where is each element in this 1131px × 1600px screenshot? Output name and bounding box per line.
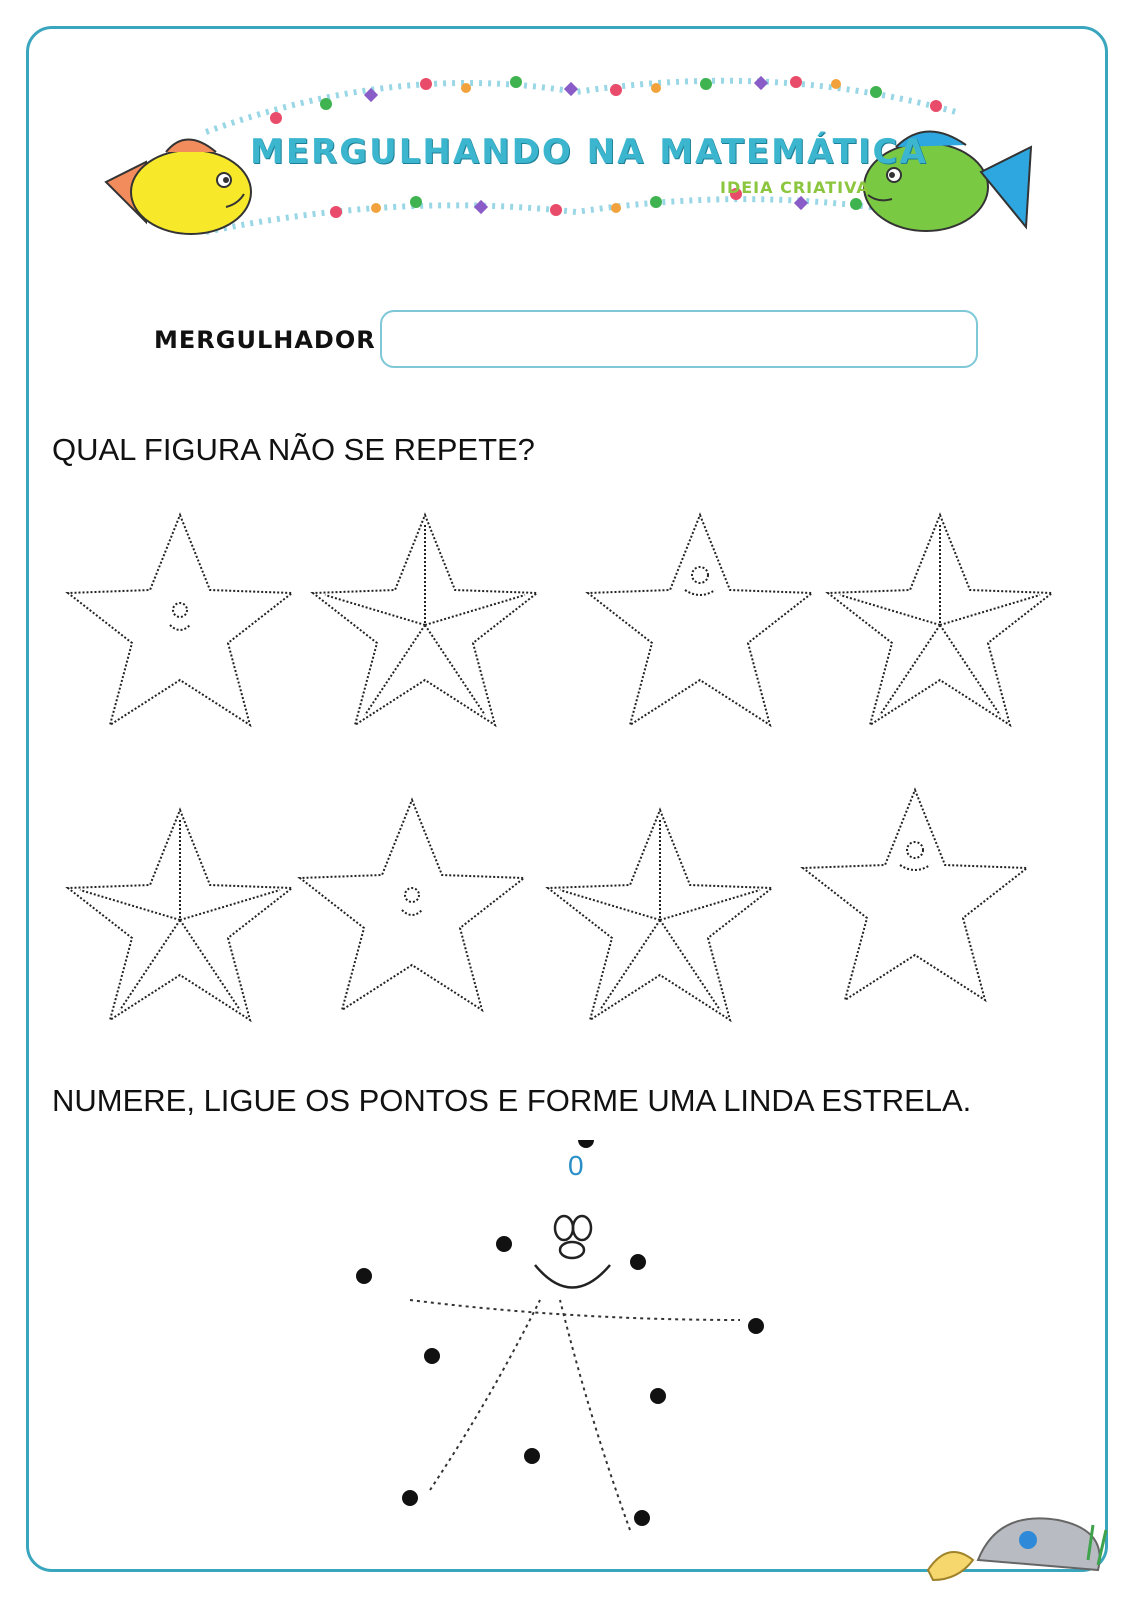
starfish-figure-7[interactable]: [548, 810, 772, 1020]
connect-dot[interactable]: [402, 1490, 418, 1506]
worksheet-subtitle: IDEIA CRIATIVA: [720, 178, 870, 197]
starfish-figure-4[interactable]: [828, 515, 1052, 725]
connect-dot[interactable]: [578, 1140, 594, 1148]
connect-dot[interactable]: [748, 1318, 764, 1334]
starfish-figure-3[interactable]: [588, 515, 812, 725]
connect-dot[interactable]: [630, 1254, 646, 1270]
connect-dot[interactable]: [424, 1348, 440, 1364]
dot-to-dot-star: [340, 1140, 800, 1570]
starfish-figure-2[interactable]: [313, 515, 537, 725]
connect-dot[interactable]: [496, 1236, 512, 1252]
starfish-figure-6[interactable]: [300, 800, 524, 1010]
connect-dot[interactable]: [356, 1268, 372, 1284]
shell-decoration: [918, 1470, 1118, 1590]
question-odd-figure: QUAL FIGURA NÃO SE REPETE?: [52, 432, 535, 467]
connect-dot[interactable]: [524, 1448, 540, 1464]
name-label: MERGULHADOR: [154, 326, 376, 354]
worksheet-title: MERGULHANDO NA MATEMÁTICA: [250, 132, 928, 172]
connect-dot[interactable]: [650, 1388, 666, 1404]
start-number: 0: [568, 1150, 584, 1181]
connect-dot[interactable]: [634, 1510, 650, 1526]
starfish-figure-1[interactable]: [68, 515, 292, 725]
starfish-figure-5[interactable]: [68, 810, 292, 1020]
name-input[interactable]: [380, 310, 978, 368]
instruction-connect-dots: NUMERE, LIGUE OS PONTOS E FORME UMA LINDA ESTRELA.: [52, 1083, 972, 1118]
starfish-grid: [40, 500, 1090, 1080]
starfish-figure-8[interactable]: [803, 790, 1027, 1000]
star-face: [535, 1216, 610, 1288]
